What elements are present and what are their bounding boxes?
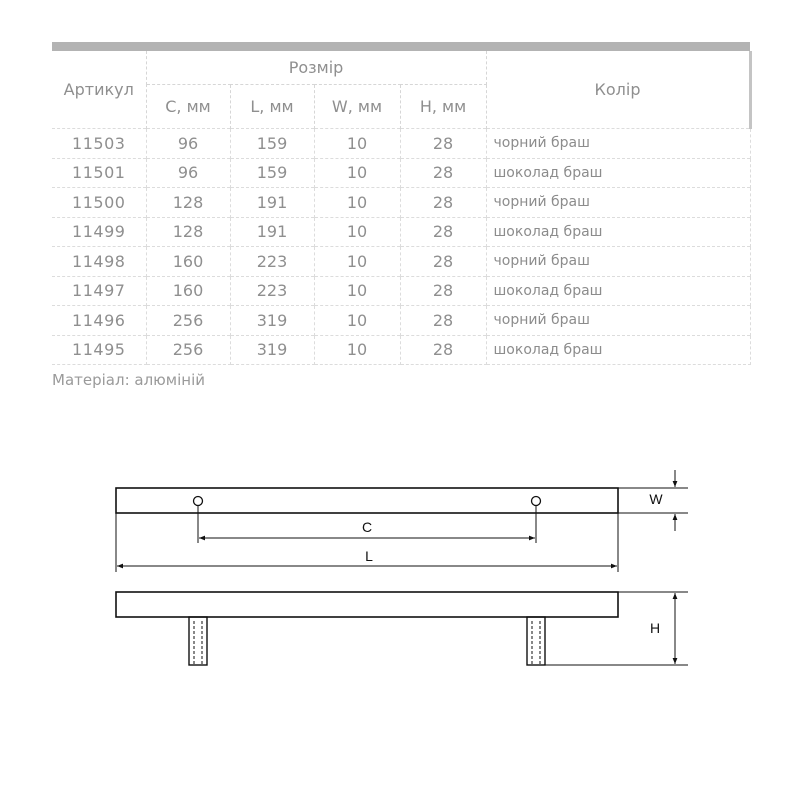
cell-w: 10 <box>314 306 400 336</box>
cell-article: 11501 <box>52 158 146 188</box>
cell-w: 10 <box>314 217 400 247</box>
material-note: Матеріал: алюміній <box>52 371 206 389</box>
cell-l: 223 <box>230 276 314 306</box>
cell-c: 96 <box>146 158 230 188</box>
cell-w: 10 <box>314 247 400 277</box>
cell-l: 191 <box>230 217 314 247</box>
cell-h: 28 <box>400 335 486 365</box>
header-l: L, мм <box>230 85 314 129</box>
handle-side-view <box>116 592 618 617</box>
cell-article: 11496 <box>52 306 146 336</box>
header-article: Артикул <box>52 51 146 129</box>
label-c: C <box>361 519 373 535</box>
leg-right <box>527 617 545 665</box>
cell-color: чорний браш <box>486 306 750 336</box>
cell-color: шоколад браш <box>486 335 750 365</box>
cell-h: 28 <box>400 247 486 277</box>
header-w: W, мм <box>314 85 400 129</box>
label-h: H <box>649 620 661 636</box>
cell-color: чорний браш <box>486 247 750 277</box>
cell-c: 128 <box>146 217 230 247</box>
cell-article: 11495 <box>52 335 146 365</box>
cell-l: 319 <box>230 306 314 336</box>
cell-w: 10 <box>314 129 400 159</box>
cell-c: 128 <box>146 188 230 218</box>
cell-c: 256 <box>146 306 230 336</box>
cell-c: 160 <box>146 276 230 306</box>
cell-article: 11497 <box>52 276 146 306</box>
leg-left <box>189 617 207 665</box>
cell-h: 28 <box>400 188 486 218</box>
cell-l: 159 <box>230 158 314 188</box>
mount-hole-right <box>532 497 541 506</box>
mount-hole-left <box>194 497 203 506</box>
cell-h: 28 <box>400 217 486 247</box>
label-w: W <box>649 491 663 507</box>
cell-c: 160 <box>146 247 230 277</box>
cell-color: шоколад браш <box>486 217 750 247</box>
label-l: L <box>365 548 373 564</box>
cell-w: 10 <box>314 188 400 218</box>
cell-w: 10 <box>314 276 400 306</box>
cell-l: 191 <box>230 188 314 218</box>
cell-l: 159 <box>230 129 314 159</box>
header-c: C, мм <box>146 85 230 129</box>
header-h: H, мм <box>400 85 486 129</box>
header-size: Розмір <box>146 51 486 85</box>
cell-l: 223 <box>230 247 314 277</box>
cell-h: 28 <box>400 129 486 159</box>
cell-color: чорний браш <box>486 188 750 218</box>
cell-h: 28 <box>400 306 486 336</box>
cell-h: 28 <box>400 276 486 306</box>
cell-h: 28 <box>400 158 486 188</box>
cell-article: 11500 <box>52 188 146 218</box>
header-color: Колір <box>486 51 750 129</box>
cell-article: 11503 <box>52 129 146 159</box>
cell-l: 319 <box>230 335 314 365</box>
cell-article: 11498 <box>52 247 146 277</box>
cell-color: шоколад браш <box>486 158 750 188</box>
cell-c: 96 <box>146 129 230 159</box>
cell-article: 11499 <box>52 217 146 247</box>
cell-w: 10 <box>314 335 400 365</box>
cell-w: 10 <box>314 158 400 188</box>
cell-color: чорний браш <box>486 129 750 159</box>
handle-top-view <box>116 488 618 513</box>
cell-color: шоколад браш <box>486 276 750 306</box>
cell-c: 256 <box>146 335 230 365</box>
